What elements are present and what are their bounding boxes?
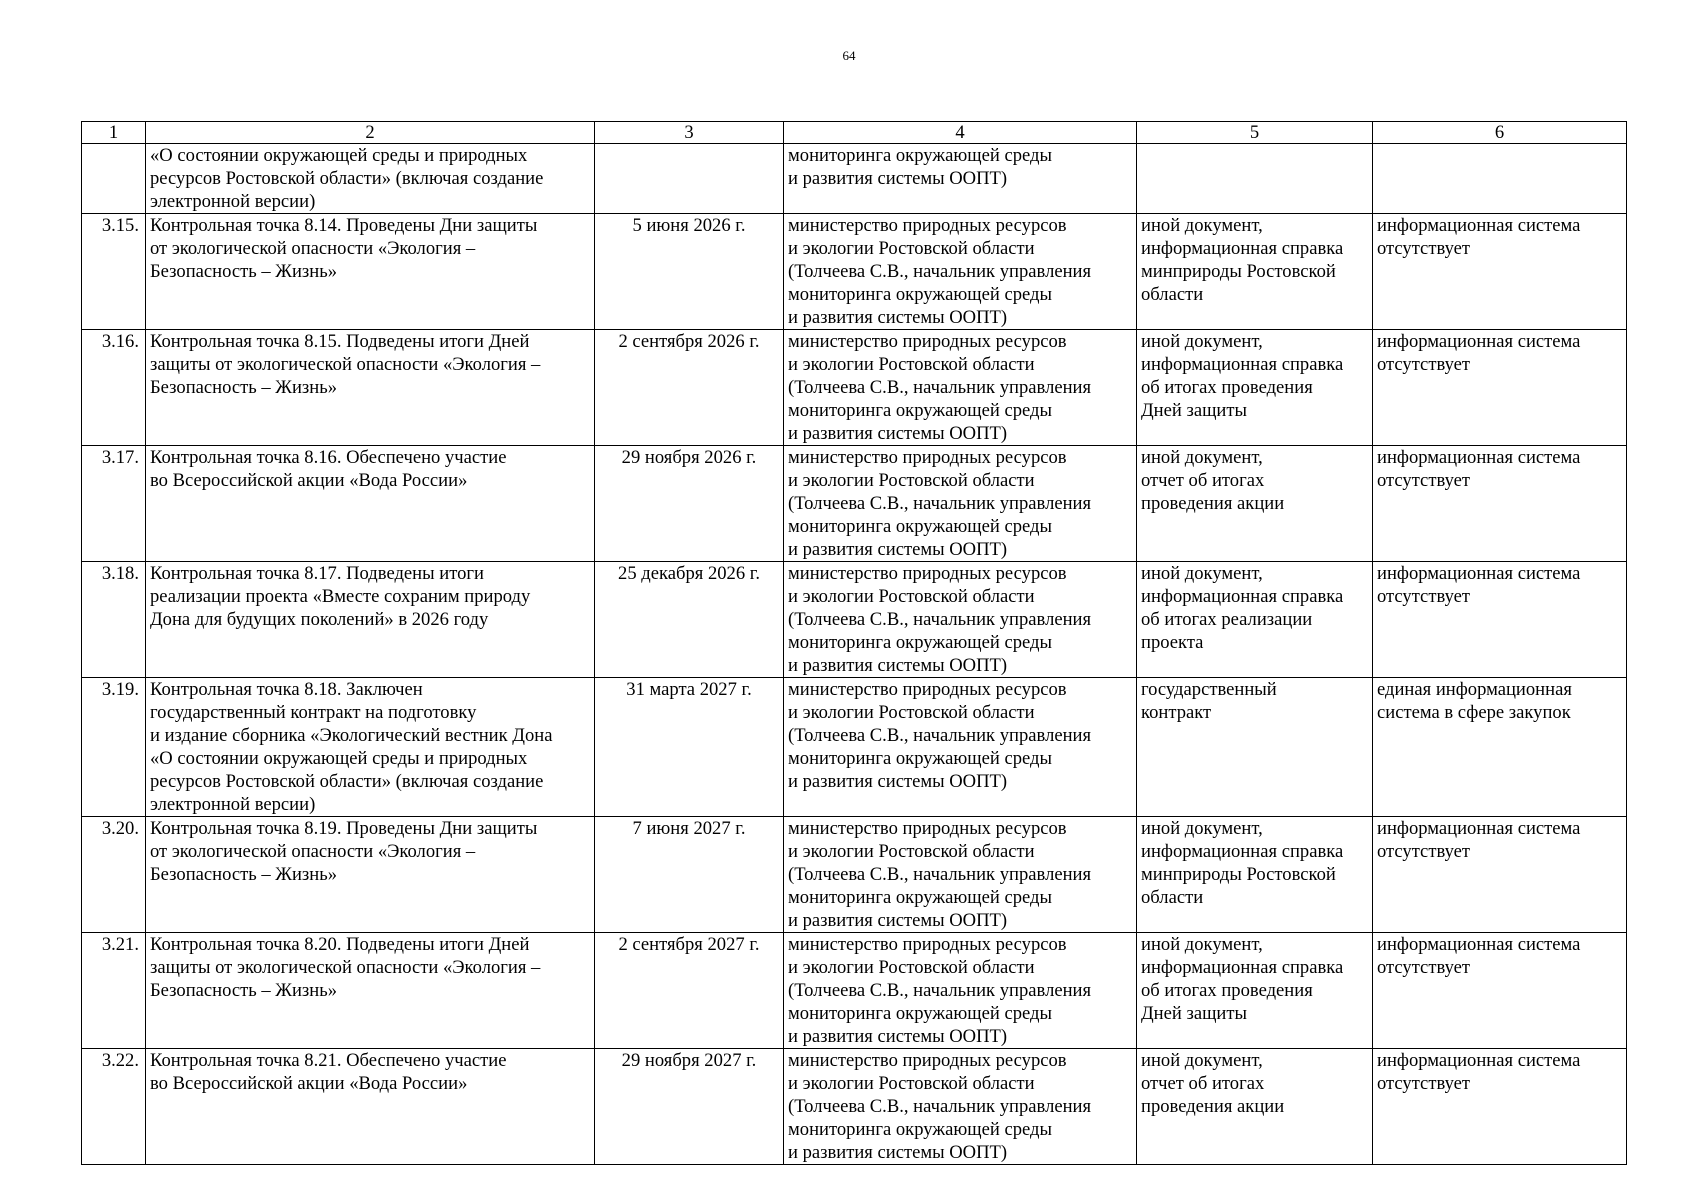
document-cell: иной документ, информационная справка минприроды Ростовской области [1137, 817, 1373, 933]
document-cell: иной документ, отчет об итогах проведения акции [1137, 1049, 1373, 1165]
system-cell [1373, 144, 1627, 214]
row-number [82, 144, 146, 214]
document-cell: иной документ, информационная справка минприроды Ростовской области [1137, 214, 1373, 330]
document-cell: иной документ, отчет об итогах проведения акции [1137, 446, 1373, 562]
system-cell: информационная система отсутствует [1373, 214, 1627, 330]
table-row [82, 330, 1627, 446]
row-number: 3.17. [82, 446, 146, 562]
table-row [82, 817, 1627, 933]
row-number: 3.20. [82, 817, 146, 933]
header-row [82, 122, 1627, 144]
column-header: 3 [595, 122, 784, 144]
document-cell: иной документ, информационная справка об итогах проведения Дней защиты [1137, 933, 1373, 1049]
event-cell: Контрольная точка 8.15. Подведены итоги Дней защиты от экологической опасности «Экология – Безопасность – Жизнь» [146, 330, 595, 446]
responsible-cell: министерство природных ресурсов и экологии Ростовской области (Толчеева С.В., начальник управления мониторинга окружающей среды и развития системы ООПТ) [784, 330, 1137, 446]
responsible-cell: министерство природных ресурсов и экологии Ростовской области (Толчеева С.В., начальник управления мониторинга окружающей среды и развития системы ООПТ) [784, 678, 1137, 817]
date-cell: 2 сентября 2026 г. [595, 330, 784, 446]
date-cell: 31 марта 2027 г. [595, 678, 784, 817]
system-cell: информационная система отсутствует [1373, 446, 1627, 562]
table-row [82, 446, 1627, 562]
page-number: 64 [842, 48, 856, 63]
date-cell: 25 декабря 2026 г. [595, 562, 784, 678]
event-cell: Контрольная точка 8.18. Заключен государственный контракт на подготовку и издание сборника «Экологический вестник Дона «О состоянии окружающей среды и природных ресурсов Ростовской области» (включая создание электронной версии) [146, 678, 595, 817]
event-cell: Контрольная точка 8.21. Обеспечено участие во Всероссийской акции «Вода России» [146, 1049, 595, 1165]
row-number: 3.16. [82, 330, 146, 446]
column-header: 5 [1137, 122, 1373, 144]
event-cell: Контрольная точка 8.17. Подведены итоги реализации проекта «Вместе сохраним природу Дона для будущих поколений» в 2026 году [146, 562, 595, 678]
row-number: 3.19. [82, 678, 146, 817]
table-row [82, 678, 1627, 817]
event-cell: «О состоянии окружающей среды и природных ресурсов Ростовской области» (включая создание электронной версии) [146, 144, 595, 214]
table-row [82, 214, 1627, 330]
date-cell [595, 144, 784, 214]
date-cell: 2 сентября 2027 г. [595, 933, 784, 1049]
table-row-continuation [82, 144, 1627, 214]
system-cell: информационная система отсутствует [1373, 1049, 1627, 1165]
event-cell: Контрольная точка 8.14. Проведены Дни защиты от экологической опасности «Экология – Безопасность – Жизнь» [146, 214, 595, 330]
system-cell: информационная система отсутствует [1373, 817, 1627, 933]
row-number: 3.18. [82, 562, 146, 678]
schedule-table [81, 121, 1627, 1165]
system-cell: единая информационная система в сфере закупок [1373, 678, 1627, 817]
document-cell: иной документ, информационная справка об итогах проведения Дней защиты [1137, 330, 1373, 446]
document-cell: государственный контракт [1137, 678, 1373, 817]
event-cell: Контрольная точка 8.19. Проведены Дни защиты от экологической опасности «Экология – Безопасность – Жизнь» [146, 817, 595, 933]
column-header: 1 [82, 122, 146, 144]
responsible-cell: мониторинга окружающей среды и развития системы ООПТ) [784, 144, 1137, 214]
responsible-cell: министерство природных ресурсов и экологии Ростовской области (Толчеева С.В., начальник управления мониторинга окружающей среды и развития системы ООПТ) [784, 817, 1137, 933]
table-row [82, 562, 1627, 678]
event-cell: Контрольная точка 8.16. Обеспечено участие во Всероссийской акции «Вода России» [146, 446, 595, 562]
event-cell: Контрольная точка 8.20. Подведены итоги Дней защиты от экологической опасности «Экология – Безопасность – Жизнь» [146, 933, 595, 1049]
responsible-cell: министерство природных ресурсов и экологии Ростовской области (Толчеева С.В., начальник управления мониторинга окружающей среды и развития системы ООПТ) [784, 214, 1137, 330]
responsible-cell: министерство природных ресурсов и экологии Ростовской области (Толчеева С.В., начальник управления мониторинга окружающей среды и развития системы ООПТ) [784, 562, 1137, 678]
document-cell: иной документ, информационная справка об итогах реализации проекта [1137, 562, 1373, 678]
column-header: 4 [784, 122, 1137, 144]
responsible-cell: министерство природных ресурсов и экологии Ростовской области (Толчеева С.В., начальник управления мониторинга окружающей среды и развития системы ООПТ) [784, 446, 1137, 562]
date-cell: 7 июня 2027 г. [595, 817, 784, 933]
table-row [82, 933, 1627, 1049]
date-cell: 29 ноября 2026 г. [595, 446, 784, 562]
system-cell: информационная система отсутствует [1373, 933, 1627, 1049]
table-row [82, 1049, 1627, 1165]
date-cell: 29 ноября 2027 г. [595, 1049, 784, 1165]
document-cell [1137, 144, 1373, 214]
date-cell: 5 июня 2026 г. [595, 214, 784, 330]
column-header: 6 [1373, 122, 1627, 144]
row-number: 3.15. [82, 214, 146, 330]
responsible-cell: министерство природных ресурсов и экологии Ростовской области (Толчеева С.В., начальник управления мониторинга окружающей среды и развития системы ООПТ) [784, 933, 1137, 1049]
column-header: 2 [146, 122, 595, 144]
row-number: 3.22. [82, 1049, 146, 1165]
system-cell: информационная система отсутствует [1373, 562, 1627, 678]
system-cell: информационная система отсутствует [1373, 330, 1627, 446]
row-number: 3.21. [82, 933, 146, 1049]
responsible-cell: министерство природных ресурсов и экологии Ростовской области (Толчеева С.В., начальник управления мониторинга окружающей среды и развития системы ООПТ) [784, 1049, 1137, 1165]
